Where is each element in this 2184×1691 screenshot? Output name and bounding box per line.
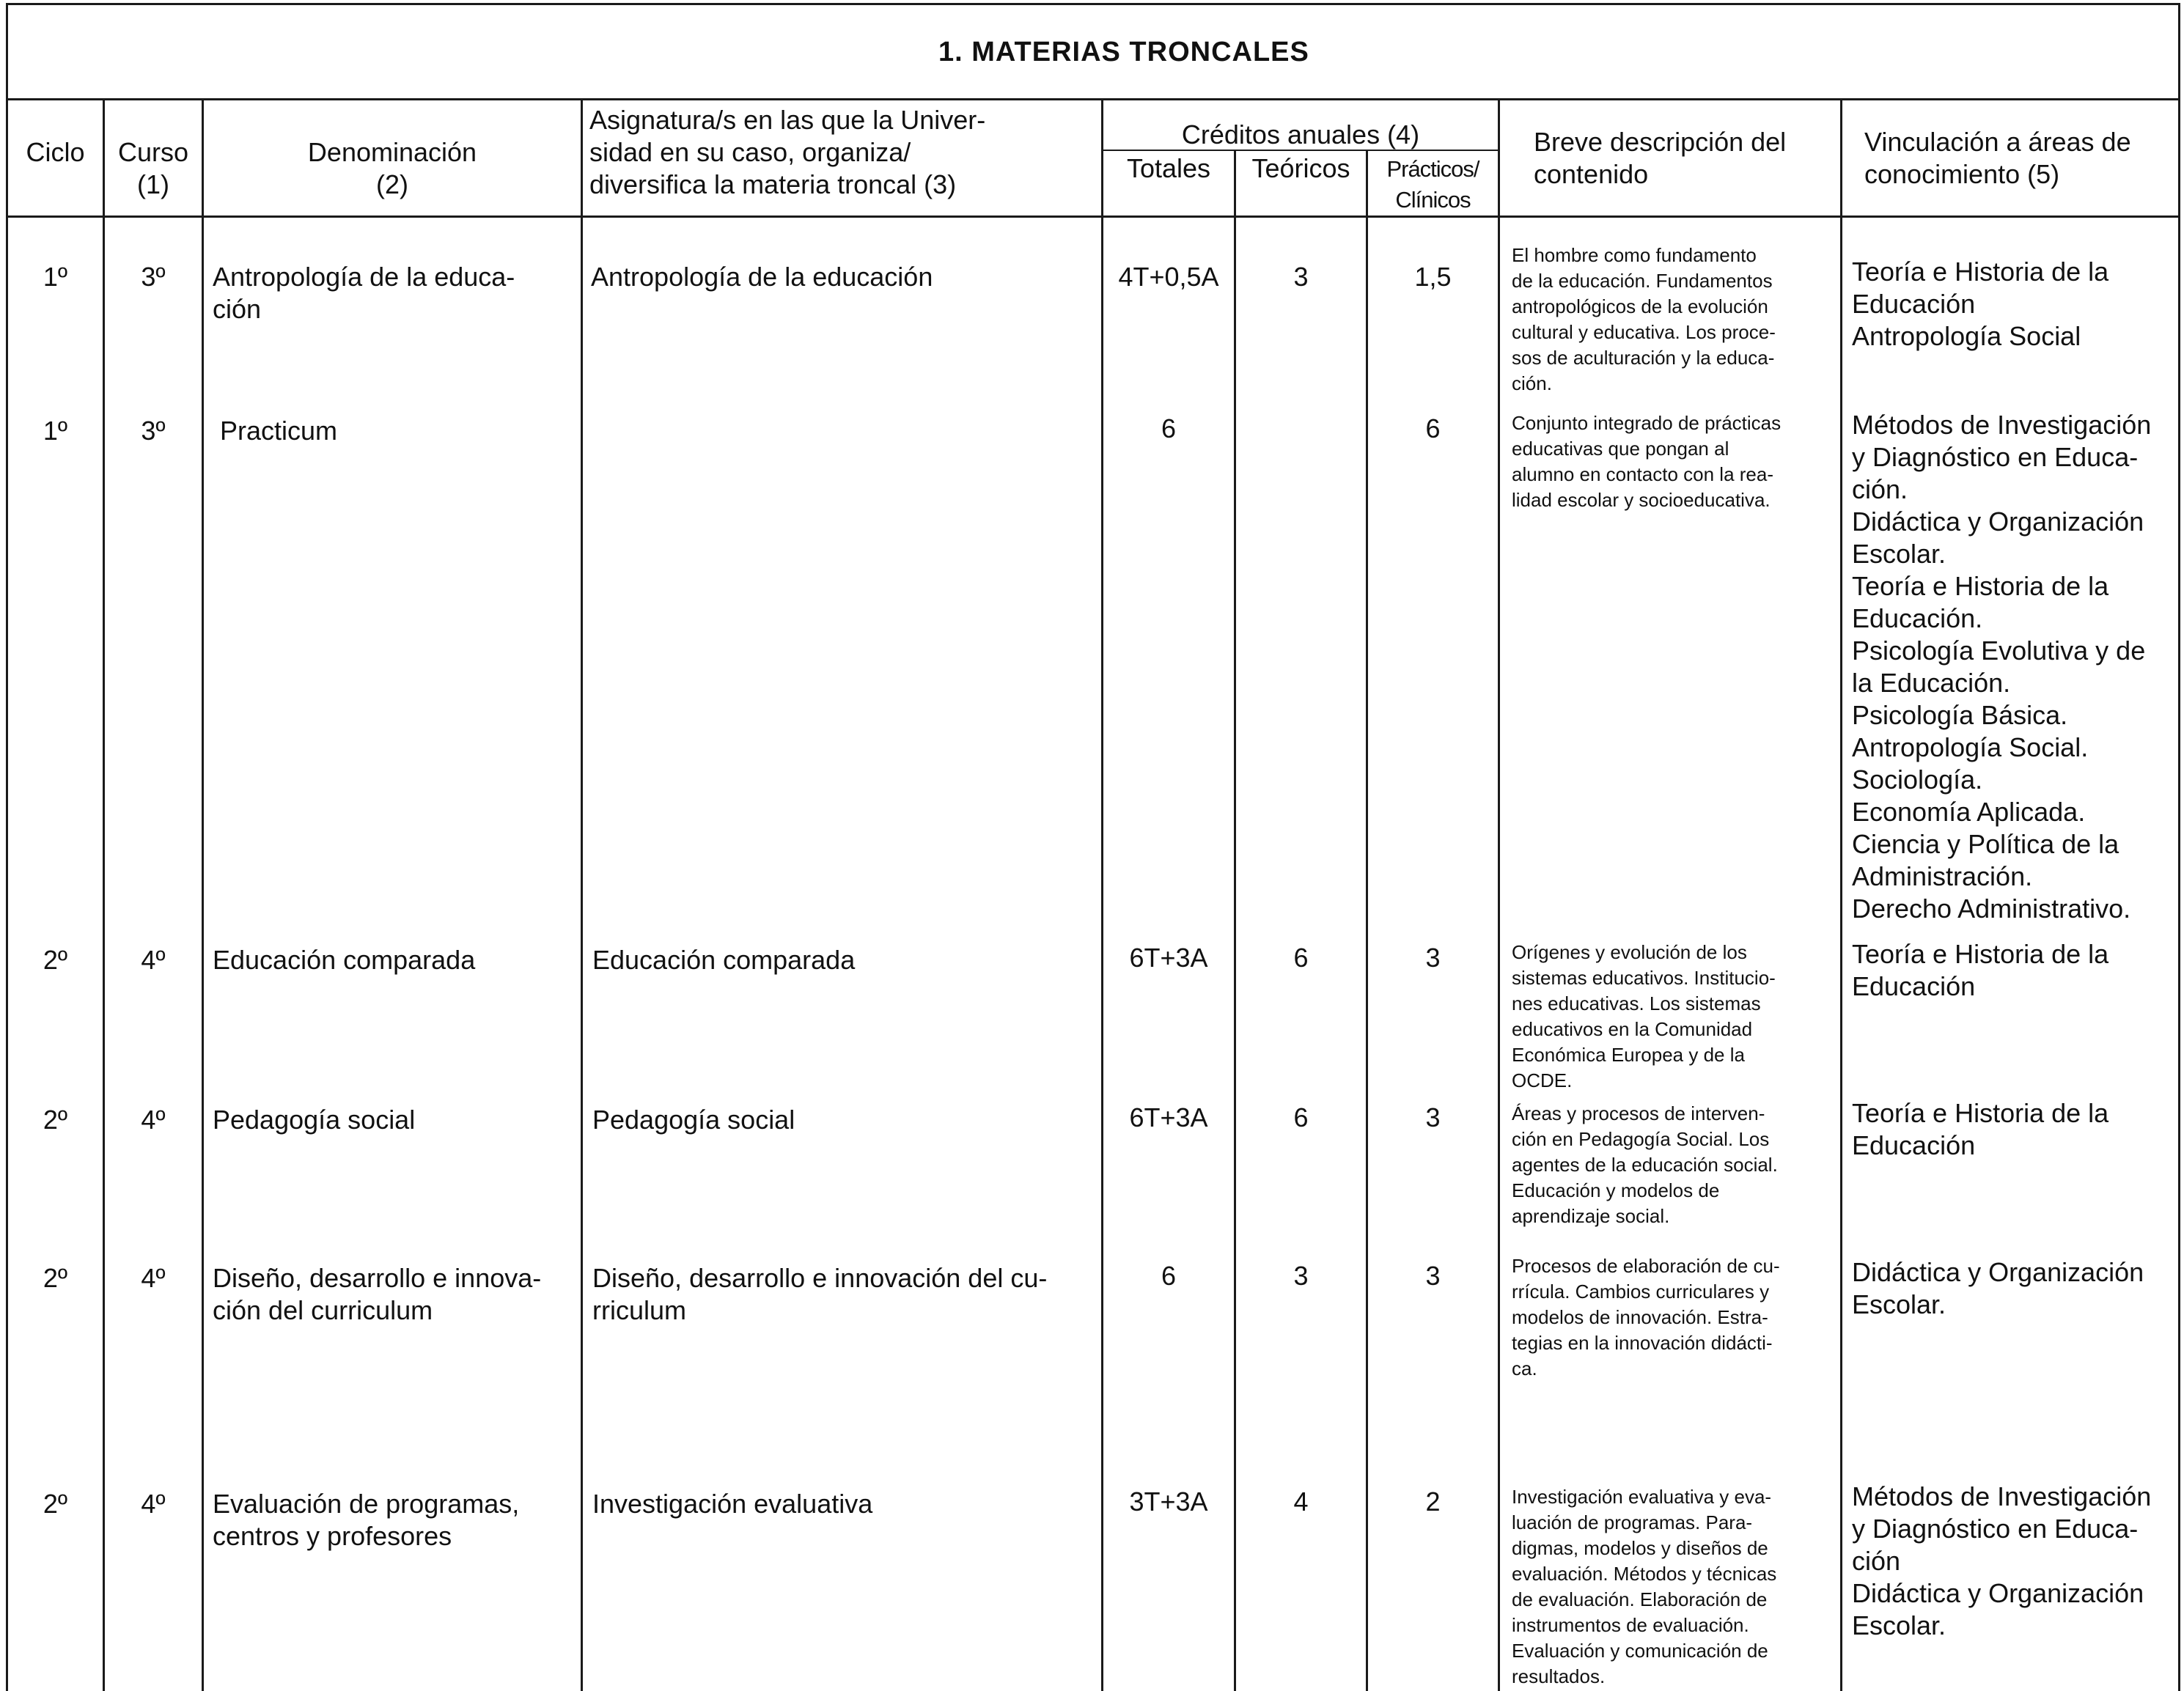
header-teoricos: Teóricos — [1251, 153, 1350, 183]
col-divider-practicos — [1498, 98, 1500, 1691]
header-asignatura: Asignatura/s en las que la Univer- sidad en su caso, organiza/ diversifica la materia troncal (3) — [589, 105, 986, 199]
row4-ciclo: 2º — [43, 1105, 68, 1135]
table-border-left — [6, 3, 8, 1691]
table-border-right — [2178, 3, 2180, 1691]
row6-totales: 3T+3A — [1129, 1486, 1208, 1517]
row5-denominacion: Diseño, desarrollo e innova- ción del curriculum — [213, 1263, 542, 1325]
row6-descripcion: Investigación evaluativa y eva- luación de programas. Para- digmas, modelos y diseños de evaluación. Métodos y técnicas de evaluación. Elaboración de instrumentos de evaluación. Evaluación y comunicación de resultados. — [1512, 1486, 1777, 1687]
row3-teoricos: 6 — [1293, 943, 1309, 973]
row4-areas: Teoría e Historia de la Educación — [1852, 1098, 2109, 1160]
row6-areas: Métodos de Investigación y Diagnóstico en Educa- ción Didáctica y Organización Escolar. — [1852, 1481, 2152, 1640]
header-creditos: Créditos anuales (4) — [1181, 119, 1420, 150]
row4-descripcion: Áreas y procesos de interven- ción en Pedagogía Social. Los agentes de la educación social. Educación y modelos de aprendizaje social. — [1512, 1102, 1778, 1227]
row4-totales: 6T+3A — [1129, 1102, 1208, 1132]
header-vinculacion: Vinculación a áreas de conocimiento (5) — [1864, 127, 2131, 189]
header-denominacion: Denominación (2) — [307, 137, 477, 199]
table-title: 1. MATERIAS TRONCALES — [938, 37, 1309, 67]
row1-practicos: 1,5 — [1414, 262, 1452, 292]
row5-practicos: 3 — [1425, 1261, 1441, 1291]
row2-descripcion: Conjunto integrado de prácticas educativas que pongan al alumno en contacto con la rea- lidad escolar y socioeducativa. — [1512, 412, 1782, 511]
row6-teoricos: 4 — [1293, 1486, 1309, 1517]
row1-descripcion: El hombre como fundamento de la educación. Fundamentos antropológicos de la evolución cultural y educativa. Los proce- sos de aculturación y la educa- ción. — [1512, 244, 1776, 394]
row3-curso: 4º — [141, 945, 166, 975]
row1-curso: 3º — [141, 262, 166, 292]
row4-denominacion: Pedagogía social — [213, 1105, 416, 1135]
row5-curso: 4º — [141, 1263, 166, 1293]
row3-denominacion: Educación comparada — [213, 945, 476, 975]
row5-descripcion: Procesos de elaboración de cu- rrícula. Cambios curriculares y modelos de innovación. Estra- tegias en la innovación didácti- ca. — [1512, 1255, 1780, 1379]
row1-teoricos: 3 — [1293, 262, 1309, 292]
col-divider-asignatura — [1101, 98, 1103, 1691]
row1-ciclo: 1º — [43, 262, 68, 292]
row5-areas: Didáctica y Organización Escolar. — [1852, 1257, 2144, 1319]
header-ciclo: Ciclo — [26, 137, 85, 167]
col-divider-teoricos — [1366, 150, 1368, 1691]
row3-asignatura: Educación comparada — [592, 945, 856, 975]
header-curso: Curso (1) — [117, 137, 189, 199]
row5-ciclo: 2º — [43, 1263, 68, 1293]
row2-denominacion: Practicum — [220, 416, 338, 446]
row3-descripcion: Orígenes y evolución de los sistemas educativos. Institucio- nes educativas. Los sistemas educativos en la Comunidad Económica Europea y de la OCDE. — [1512, 941, 1776, 1091]
row6-asignatura: Investigación evaluativa — [592, 1489, 873, 1519]
header-practicos: Prácticos/ Clínicos — [1386, 156, 1479, 213]
col-divider-curso — [202, 98, 204, 1691]
row6-ciclo: 2º — [43, 1489, 68, 1519]
row4-asignatura: Pedagogía social — [592, 1105, 795, 1135]
row4-practicos: 3 — [1425, 1102, 1441, 1132]
row3-areas: Teoría e Historia de la Educación — [1852, 939, 2109, 1001]
row6-practicos: 2 — [1425, 1486, 1441, 1517]
title-divider — [6, 98, 2180, 100]
row4-curso: 4º — [141, 1105, 166, 1135]
header-descripcion: Breve descripción del contenido — [1534, 127, 1787, 189]
row2-totales: 6 — [1161, 413, 1177, 443]
row2-areas: Métodos de Investigación y Diagnóstico en Educa- ción. Didáctica y Organización Escolar. Teoría e Historia de la Educación. Psicología Evolutiva y de la Educación. Psicología Básica. Antropología Social. Sociología. Economía Aplicada. Ciencia y Política de la Administración. Derecho Administrativo. — [1852, 410, 2152, 924]
row1-areas: Teoría e Historia de la Educación Antropología Social — [1852, 257, 2109, 351]
row5-totales: 6 — [1161, 1261, 1177, 1291]
table-border-top — [6, 3, 2180, 5]
row1-asignatura: Antropología de la educación — [591, 262, 933, 292]
header-totales: Totales — [1126, 153, 1211, 183]
row2-practicos: 6 — [1425, 413, 1441, 443]
row6-curso: 4º — [141, 1489, 166, 1519]
row3-ciclo: 2º — [43, 945, 68, 975]
row3-practicos: 3 — [1425, 943, 1441, 973]
row5-teoricos: 3 — [1293, 1261, 1309, 1291]
row2-ciclo: 1º — [43, 416, 68, 446]
header-divider — [6, 215, 2180, 218]
col-divider-ciclo — [103, 98, 105, 1691]
row4-teoricos: 6 — [1293, 1102, 1309, 1132]
col-divider-denominacion — [581, 98, 583, 1691]
col-divider-totales — [1234, 150, 1236, 1691]
row5-asignatura: Diseño, desarrollo e innovación del cu- rriculum — [592, 1263, 1048, 1325]
row2-curso: 3º — [141, 416, 166, 446]
row6-denominacion: Evaluación de programas, centros y profesores — [213, 1489, 520, 1551]
row1-denominacion: Antropología de la educa- ción — [213, 262, 515, 324]
col-divider-descripcion — [1840, 98, 1842, 1691]
row1-totales: 4T+0,5A — [1118, 262, 1219, 292]
row3-totales: 6T+3A — [1129, 943, 1208, 973]
